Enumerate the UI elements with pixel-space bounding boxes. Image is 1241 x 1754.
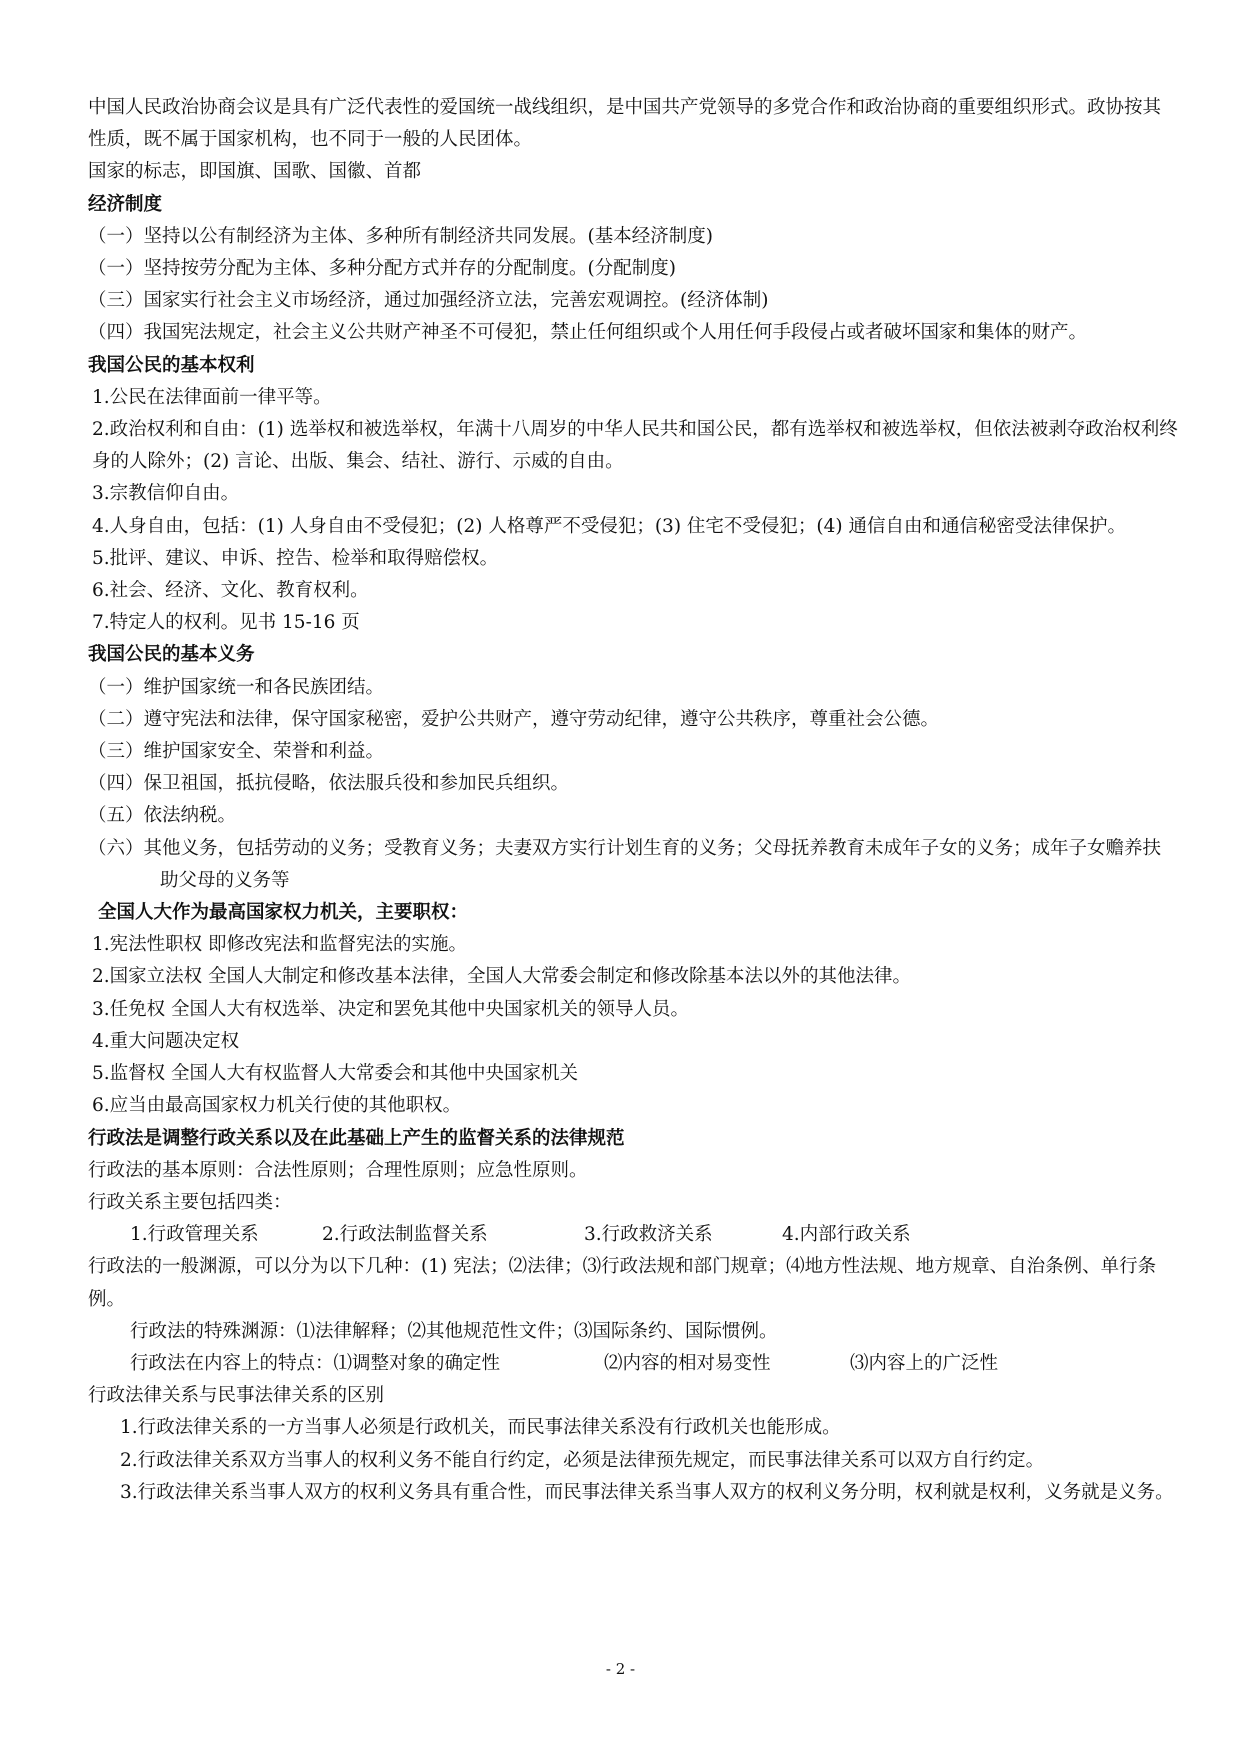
admin-special-sources: 行政法的特殊渊源：⑴法律解释；⑵其他规范性文件；⑶国际条约、国际惯例。	[130, 1320, 778, 1342]
rights-item: 7.特定人的权利。见书 15-16 页	[92, 612, 360, 634]
economy-item: （四）我国宪法规定，社会主义公共财产神圣不可侵犯，禁止任何组织或个人用任何手段侵占或者破坏国家和集体的财产。	[88, 322, 1088, 344]
admin-features-row	[88, 1348, 1178, 1380]
admin-difference: 2.行政法律关系双方当事人的权利义务不能自行约定，必须是法律预先规定，而民事法律关系可以双方自行约定。	[120, 1449, 1045, 1471]
npc-item: 2.国家立法权 全国人大制定和修改基本法律，全国人大常委会制定和修改除基本法以外的其他法律。	[92, 966, 912, 988]
admin-difference: 1.行政法律关系的一方当事人必须是行政机关，而民事法律关系没有行政机关也能形成。	[120, 1417, 841, 1439]
admin-difference: 3.行政法律关系当事人双方的权利义务具有重合性，而民事法律关系当事人双方的权利义务分明，权利就是权利，义务就是义务。	[120, 1481, 1174, 1503]
duties-item: （三）维护国家安全、荣誉和利益。	[88, 741, 385, 763]
page-number: - 2 -	[605, 1660, 636, 1678]
duties-item: （二）遵守宪法和法律，保守国家秘密，爱护公共财产，遵守劳动纪律，遵守公共秩序，尊重社会公德。	[88, 708, 940, 730]
admin-relations-row	[88, 1219, 1178, 1251]
admin-principles: 行政法的基本原则：合法性原则；合理性原则；应急性原则。	[88, 1159, 588, 1181]
npc-item: 3.任免权 全国人大有权选举、决定和罢免其他中央国家机关的领导人员。	[92, 998, 690, 1020]
duties-item: （五）依法纳税。	[88, 805, 237, 827]
npc-item: 1.宪法性职权 即修改宪法和监督宪法的实施。	[92, 934, 468, 956]
admin-relations-intro: 行政关系主要包括四类：	[88, 1191, 292, 1213]
npc-item: 5.监督权 全国人大有权监督人大常委会和其他中央国家机关	[92, 1063, 579, 1085]
npc-item: 4.重大问题决定权	[92, 1030, 240, 1052]
duties-heading: 我国公民的基本义务	[88, 644, 255, 666]
admin-relation: 3.行政救济关系	[584, 1224, 713, 1246]
rights-item: 3.宗教信仰自由。	[92, 483, 240, 505]
admin-relation: 1.行政管理关系	[130, 1224, 259, 1246]
state-symbols-line: 国家的标志，即国旗、国歌、国徽、首都	[88, 161, 422, 183]
economy-item: （三）国家实行社会主义市场经济，通过加强经济立法，完善宏观调控。(经济体制)	[88, 290, 769, 312]
rights-item: 2.政治权利和自由：(1) 选举权和被选举权，年满十八周岁的中华人民共和国公民，都有选举权和被选举权，但依法被剥夺政治权利终身的人除外；(2) 言论、出版、集会、结社、游行、示威的自由。	[92, 419, 1178, 473]
rights-item: 4.人身自由，包括：(1) 人身自由不受侵犯；(2) 人格尊严不受侵犯；(3) 住宅不受侵犯；(4) 通信自由和通信秘密受法律保护。	[92, 515, 1126, 537]
cppcc-paragraph: 中国人民政治协商会议是具有广泛代表性的爱国统一战线组织，是中国共产党领导的多党合作和政治协商的重要组织形式。政协按其性质，既不属于国家机构，也不同于一般的人民团体。	[88, 97, 1162, 151]
economy-item: （一）坚持按劳分配为主体、多种分配方式并存的分配制度。(分配制度)	[88, 258, 676, 280]
duties-item: （一）维护国家统一和各民族团结。	[88, 676, 385, 698]
economy-item: （一）坚持以公有制经济为主体、多种所有制经济共同发展。(基本经济制度)	[88, 225, 713, 247]
rights-item: 1.公民在法律面前一律平等。	[92, 386, 332, 408]
admin-law-heading: 行政法是调整行政关系以及在此基础上产生的监督关系的法律规范	[88, 1127, 625, 1149]
npc-item: 6.应当由最高国家权力机关行使的其他职权。	[92, 1095, 462, 1117]
rights-item: 6.社会、经济、文化、教育权利。	[92, 580, 369, 602]
economy-heading: 经济制度	[88, 193, 163, 215]
admin-difference-title: 行政法律关系与民事法律关系的区别	[88, 1385, 385, 1407]
admin-feature: ⑵内容的相对易变性	[604, 1352, 771, 1374]
rights-heading: 我国公民的基本权利	[88, 354, 255, 376]
admin-relation: 2.行政法制监督关系	[322, 1224, 488, 1246]
admin-general-sources: 行政法的一般渊源，可以分为以下几种：(1) 宪法；⑵法律；⑶行政法规和部门规章；⑷地方性法规、地方规章、自治条例、单行条例。	[88, 1256, 1157, 1310]
duties-item: （六）其他义务，包括劳动的义务；受教育义务；夫妻双方实行计划生育的义务；父母抚养教育未成年子女的义务；成年子女赡养扶助父母的义务等	[88, 837, 1162, 891]
npc-heading: 全国人大作为最高国家权力机关，主要职权：	[98, 902, 469, 924]
rights-item: 5.批评、建议、申诉、控告、检举和取得赔偿权。	[92, 547, 499, 569]
document-page	[88, 92, 1178, 1509]
admin-relation: 4.内部行政关系	[782, 1224, 911, 1246]
admin-feature: 行政法在内容上的特点：⑴调整对象的确定性	[130, 1352, 501, 1374]
duties-item: （四）保卫祖国，抵抗侵略，依法服兵役和参加民兵组织。	[88, 773, 570, 795]
admin-feature: ⑶内容上的广泛性	[850, 1352, 999, 1374]
